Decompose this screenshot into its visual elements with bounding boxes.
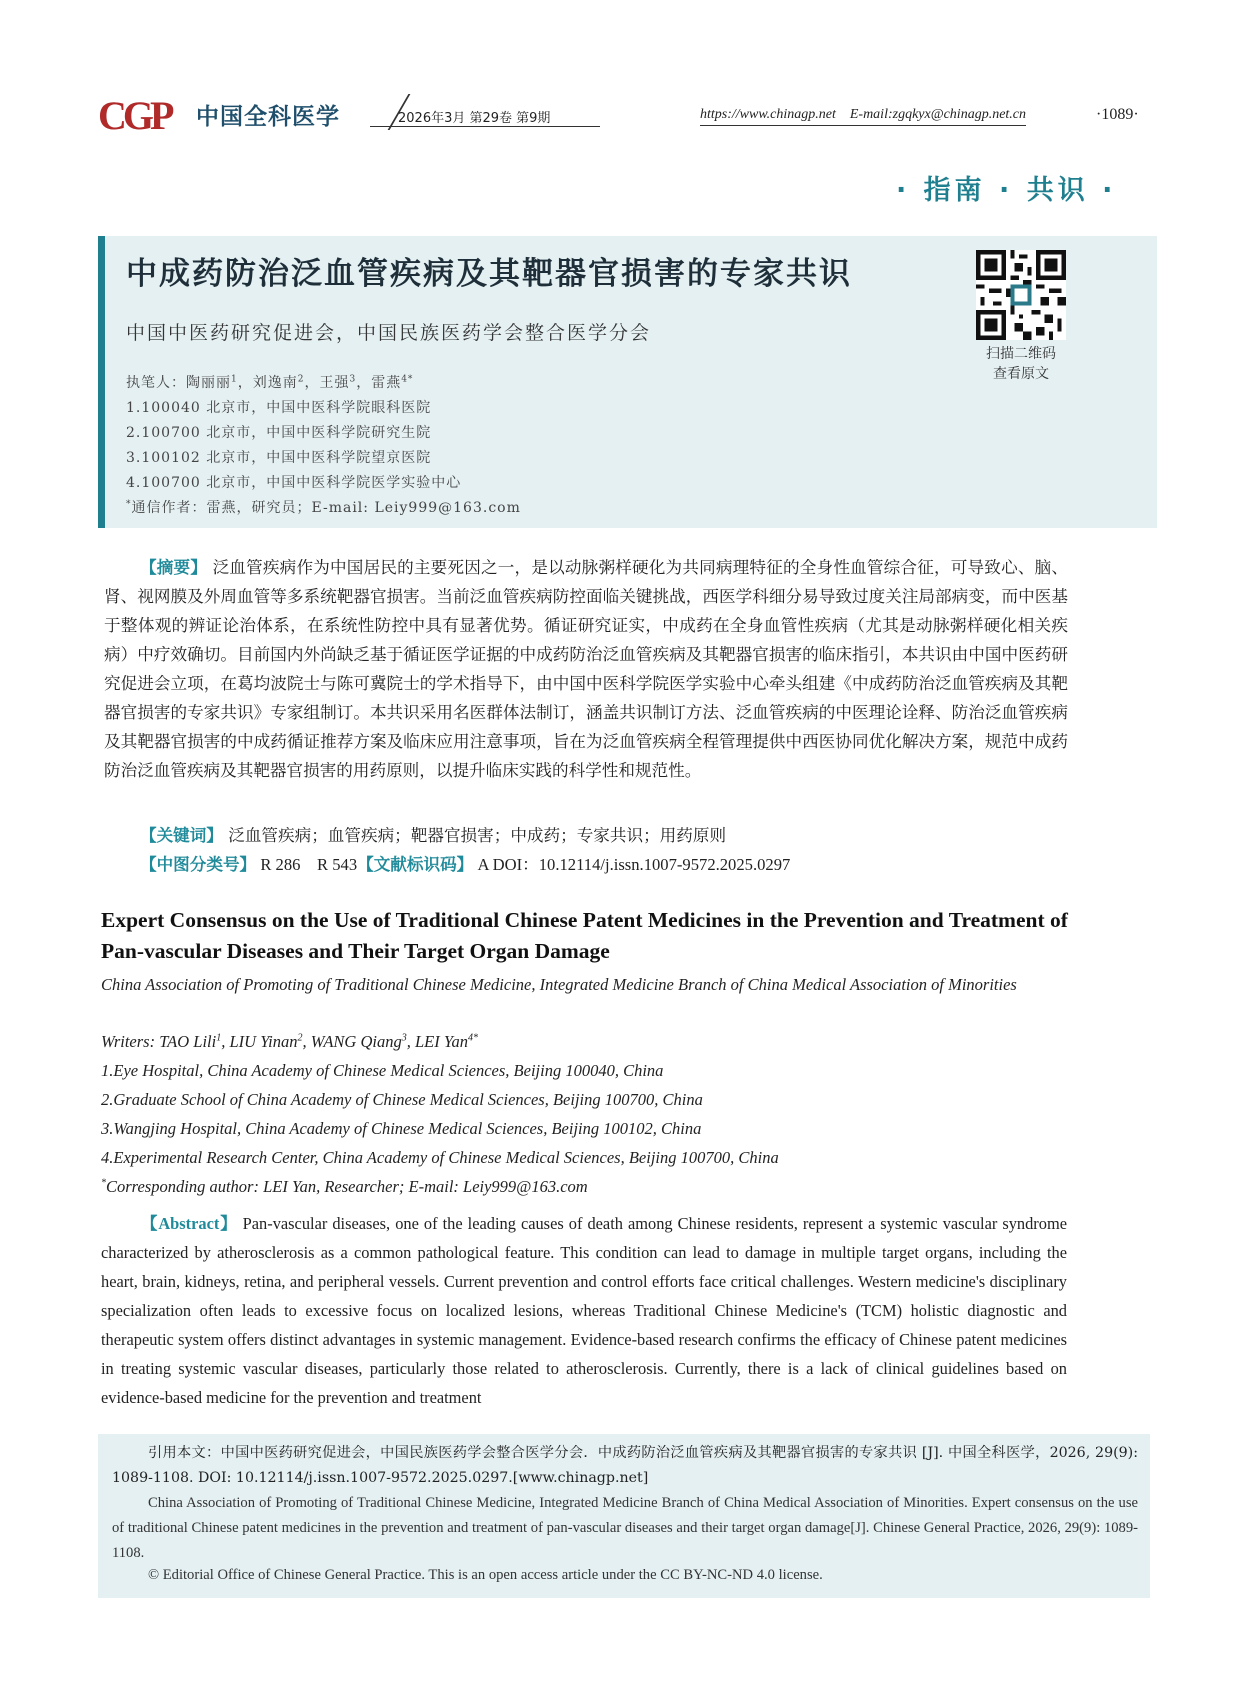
journal-email[interactable]: E-mail:zgqkyx@chinagp.net.cn xyxy=(849,107,1027,122)
writer-sup: 1 xyxy=(216,1032,222,1044)
citation-cn xyxy=(112,1441,1138,1491)
writer: LEI Yan xyxy=(414,1032,468,1051)
doc-code-value: A xyxy=(477,855,489,874)
writers-label: Writers: xyxy=(101,1032,160,1051)
article-title-cn: 中成药防治泛血管疾病及其靶器官损害的专家共识 xyxy=(126,256,852,292)
writers-en: Writers: TAO Lili$^1$, LIU Yinan$^2$, WANG Qiang$^3$, LEI Yan$^{4*}$ xyxy=(101,1032,478,1051)
abstract-text-cn: 泛血管疾病作为中国居民的主要死因之一，是以动脉粥样硬化为共同病理特征的全身性血管综合征，可导致心、脑、肾、视网膜及外周血管等多系统靶器官损害。当前泛血管疾病防控面临关键挑战，西医学科细分易导致过度关注局部病变，而中医基于整体观的辨证论治体系，在系统性防控中具有显著优势。循证研究证实，中成药在全身血管性疾病（尤其是动脉粥样硬化相关疾病）中疗效确切。目前国内外尚缺乏基于循证医学证据的中成药防治泛血管疾病及其靶器官损害的临床指引，本共识由中国中医药研究促进会立项，在葛均波院士与陈可冀院士的学术指导下，由中国中医科学院医学实验中心牵头组建《中成药防治泛血管疾病及其靶器官损害的专家共识》专家组制订。本共识采用名医群体法制订，涵盖共识制订方法、泛血管疾病的中医理论诠释、防治泛血管疾病及其靶器官损害的中成药循证推荐方案及临床应用注意事项，旨在为泛血管疾病全程管理提供中西医协同优化解决方案，规范中成药防治泛血管疾病及其靶器官损害的用药原则，以提升临床实践的科学性和规范性。 xyxy=(104,558,1069,780)
writer-sup: 1 xyxy=(231,374,238,385)
affiliation-en: 4.Experimental Research Center, China Academy of Chinese Medical Sciences, Beijing 100700, China xyxy=(101,1148,779,1167)
header-rule xyxy=(370,126,600,127)
writer-sup: 2 xyxy=(297,1032,303,1044)
writer-sup: 3 xyxy=(349,374,357,385)
organization-cn: 中国中医药研究促进会，中国民族医药学会整合医学分会 xyxy=(126,322,652,344)
affiliation-cn: 1.100040 北京市，中国中医科学院眼科医院 xyxy=(126,400,432,416)
keywords-label-cn: 【关键词】 xyxy=(140,826,223,845)
writers-label: 执笔人： xyxy=(126,375,186,391)
qr-caption-line-1: 扫描二维码 xyxy=(986,346,1056,362)
affiliation-en: 1.Eye Hospital, China Academy of Chinese Medical Sciences, Beijing 100040, China xyxy=(101,1061,664,1080)
writer: 雷燕 xyxy=(371,375,402,391)
corresponding-text: 通信作者：雷燕，研究员；E-mail: Leiy999@163.com xyxy=(131,500,521,516)
corresponding-cn xyxy=(126,497,521,517)
corresponding-mark: * xyxy=(101,1177,106,1189)
qr-caption xyxy=(966,344,1076,384)
writer: LIU Yinan xyxy=(229,1032,298,1051)
writer-sup: 4* xyxy=(401,374,414,385)
affiliation-en: 3.Wangjing Hospital, China Academy of Chinese Medical Sciences, Beijing 100102, China xyxy=(101,1119,702,1138)
doi[interactable]: DOI：10.12114/j.issn.1007-9572.2025.0297 xyxy=(492,855,791,874)
writer: 陶丽丽 xyxy=(186,375,231,391)
qr-caption-line-2: 查看原文 xyxy=(993,366,1049,382)
affiliation-cn: 3.100102 北京市，中国中医科学院望京医院 xyxy=(126,450,432,466)
abstract-cn xyxy=(104,553,1068,785)
affiliation-en: 2.Graduate School of China Academy of Chinese Medical Sciences, Beijing 100700, China xyxy=(101,1090,703,1109)
citation-label: 引用本文： xyxy=(148,1445,221,1461)
writer: 刘逸南 xyxy=(252,375,298,391)
citation-text-cn: 中国中医药研究促进会，中国民族医药学会整合医学分会．中成药防治泛血管疾病及其靶器官损害的专家共识 [J]. 中国全科医学，2026, 29(9): 1089-1108. DOI: 10.12114/j.issn.1007-9572.2025.0297.[www.chinagp.net] xyxy=(112,1445,1138,1486)
clc-value: R 286 R 543 xyxy=(260,855,358,874)
classification-line xyxy=(140,851,790,875)
writer: WANG Qiang xyxy=(310,1032,402,1051)
clc-label: 【中图分类号】 xyxy=(140,855,257,874)
doc-code-label: 【文献标识码】 xyxy=(357,855,474,874)
writer-sup: 2 xyxy=(297,374,305,385)
keywords-cn xyxy=(140,822,726,846)
corresponding-text: Corresponding author: LEI Yan, Researcher; E-mail: Leiy999@163.com xyxy=(106,1177,588,1196)
journal-url-link[interactable]: https://www.chinagp.net xyxy=(700,107,836,122)
journal-name: 中国全科医学 xyxy=(196,104,340,130)
writers-cn: 执笔人：陶丽丽$^1$，刘逸南$^2$，王强$^3$，雷燕$^{4*}$ xyxy=(126,374,414,391)
affiliation-cn: 2.100700 北京市，中国中医科学院研究生院 xyxy=(126,425,432,441)
abstract-label-cn: 【摘要】 xyxy=(140,558,208,577)
abstract-text-en: Pan-vascular diseases, one of the leading causes of death among Chinese residents, represent a systemic vascular syndrome characterized by atherosclerosis as a common pathological feature. This condition can lead to damage in multiple target organs, including the heart, brain, kidneys, retina, and peripheral vessels. Current prevention and control efforts face critical challenges. Western medicine's disciplinary specialization often leads to excessive focus on localized lesions, whereas Traditional Chinese Medicine's (TCM) holistic diagnostic and therapeutic system offers distinct advantages in systemic management. Evidence-based research confirms the efficacy of Chinese patent medicines in treating systemic vascular diseases, particularly those related to atherosclerosis. Currently, there is a lack of clinical guidelines based on evidence-based medicine for the prevention and treatment xyxy=(101,1214,1067,1407)
qr-code-icon[interactable] xyxy=(976,250,1066,340)
abstract-label-en: 【Abstract】 xyxy=(141,1214,238,1233)
license-notice: © Editorial Office of Chinese General Practice. This is an open access article under the CC BY-NC-ND 4.0 license. xyxy=(148,1567,823,1583)
journal-logo: CGP xyxy=(98,93,171,138)
corresponding-en xyxy=(101,1177,588,1197)
keywords-text-cn: 泛血管疾病；血管疾病；靶器官损害；中成药；专家共识；用药原则 xyxy=(228,826,727,845)
affiliation-cn: 4.100700 北京市，中国中医科学院医学实验中心 xyxy=(126,475,462,491)
organization-en: China Association of Promoting of Traditional Chinese Medicine, Integrated Medicine Branch of China Medical Association of Minorities xyxy=(101,975,1017,994)
writer: 王强 xyxy=(319,375,350,391)
corresponding-mark: * xyxy=(126,499,132,510)
page-number: ·1089· xyxy=(1096,106,1139,123)
issue-info: 2026年3月 第29卷 第9期 xyxy=(398,111,551,126)
section-label: · 指南 · 共识 · xyxy=(896,175,1117,206)
article-title-en: Expert Consensus on the Use of Traditional Chinese Patent Medicines in the Prevention and Treatment of Pan-vascular Diseases and Their Target Organ Damage xyxy=(101,908,1068,963)
abstract-en xyxy=(101,1209,1067,1412)
citation-en: China Association of Promoting of Traditional Chinese Medicine, Integrated Medicine Branch of China Medical Association of Minorities. Expert consensus on the use of traditional Chinese patent medicines in the prevention and treatment of pan-vascular diseases and their target organ damage[J]. Chinese General Practice, 2026, 29(9): 1089-1108. xyxy=(112,1495,1138,1561)
writer-sup: 4* xyxy=(468,1032,478,1044)
header-links xyxy=(700,107,1026,126)
writer-sup: 3 xyxy=(401,1032,407,1044)
writer: TAO Lili xyxy=(159,1032,217,1051)
